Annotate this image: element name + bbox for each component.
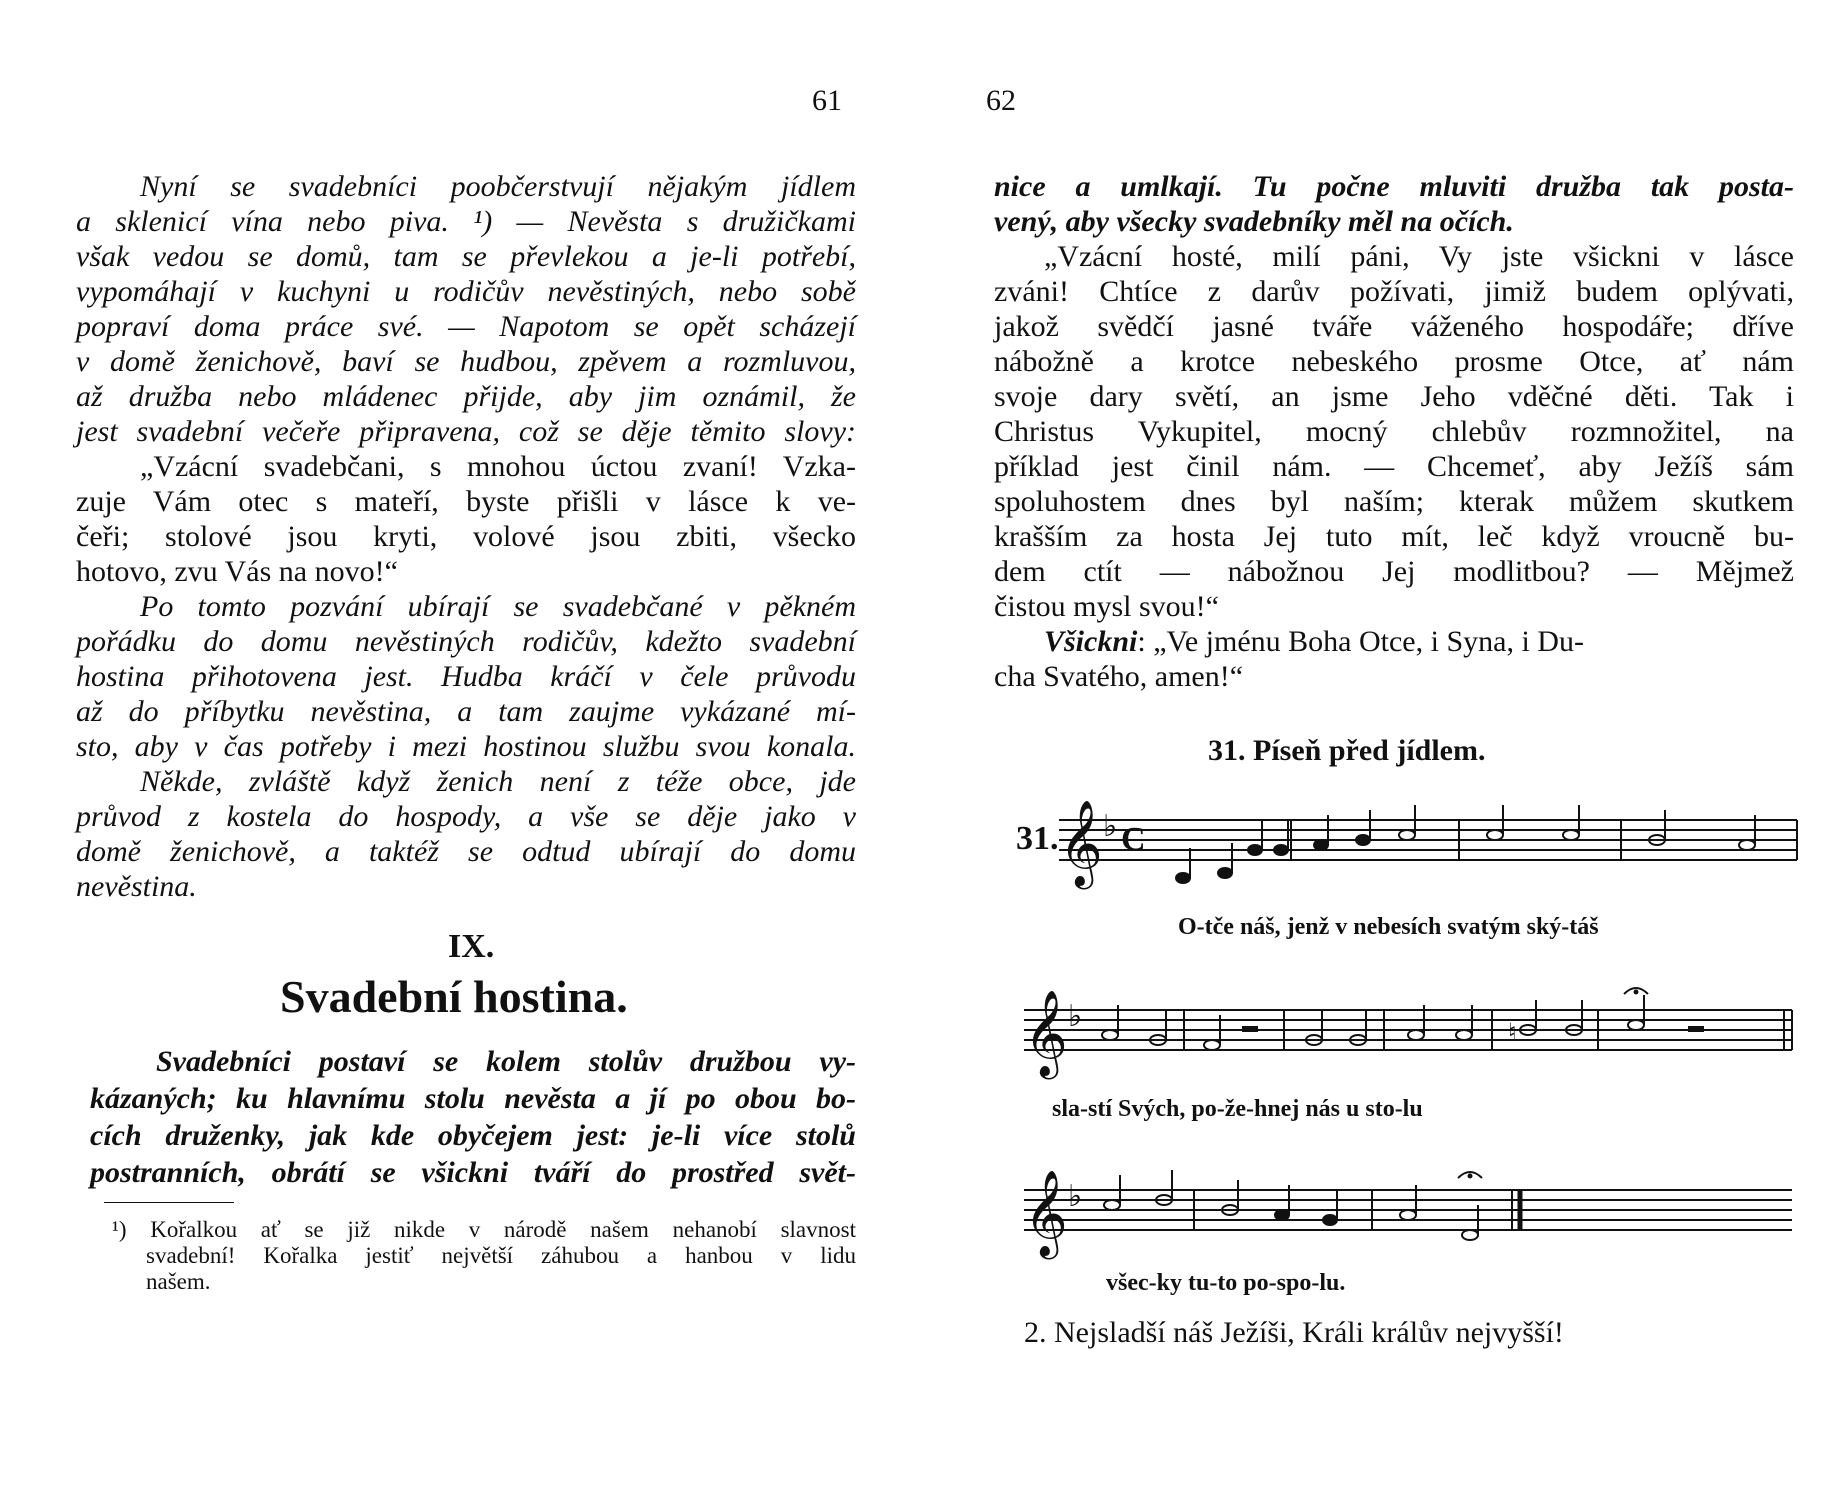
speech-line: svoje dary světí, an jsme Jeho vděčné děti. Tak i	[994, 380, 1794, 413]
chapter-number: IX.	[448, 928, 495, 965]
text-line: sto, aby v čas potřeby i mezi hostinou službu svou konala.	[76, 730, 856, 763]
footnote-line: svadební! Kořalka jestiť největší záhubou a hanbou v lidu	[146, 1243, 856, 1268]
text-line: však vedou se domů, tam se převlekou a je-li potřebí,	[76, 240, 856, 273]
text-line: postranních, obrátí se všickni tváří do prostřed svět-	[90, 1156, 856, 1189]
text-line: domě ženichově, a taktéž se odtud ubírají do domu	[76, 835, 856, 868]
natural-sign-icon: ♮	[1508, 1018, 1517, 1046]
text-line: až družba nebo mládenec přijde, aby jim oznámil, že	[76, 380, 856, 413]
treble-clef-icon: 𝄞	[1024, 1170, 1068, 1256]
text-line: cích druženky, jak kde obyčejem jest: je-li více stolů	[90, 1119, 856, 1152]
speech-line: příklad jest činil nám. — Chcemeť, aby Ježíš sám	[994, 450, 1794, 483]
response-line	[1044, 625, 1584, 659]
response-line: cha Svatého, amen!“	[994, 660, 1244, 693]
speech-line: čistou mysl svou!“	[994, 590, 1219, 623]
speech-line: „Vzácní hosté, milí páni, Vy jste všickni v lásce	[1044, 240, 1794, 273]
speech-line: „Vzácní svadebčani, s mnohou úctou zvaní! Vzka-	[140, 450, 856, 483]
song-title: 31. Píseň před jídlem.	[1208, 734, 1486, 767]
text-line: v domě ženichově, baví se hudbou, zpěvem a rozmluvou,	[76, 345, 856, 378]
speech-line: dem ctít — nábožnou Jej modlitbou? — Mějmež	[994, 555, 1794, 588]
response-speaker: Všickni	[1044, 625, 1138, 658]
response-text: : „Ve jménu Boha Otce, i Syna, i Du-	[1137, 625, 1584, 658]
treble-clef-icon: 𝄞	[1024, 990, 1068, 1076]
right-page	[924, 0, 1848, 1500]
text-line: Svadebníci postaví se kolem stolův družbou vy-	[156, 1045, 856, 1078]
speech-line: Christus Vykupitel, mocný chlebův rozmnožitel, na	[994, 415, 1794, 448]
text-line: vypomáhají v kuchyni u rodičův nevěstiných, nebo sobě	[76, 275, 856, 308]
text-line: až do příbytku nevěstina, a tam zaujme vykázané mí-	[76, 695, 856, 728]
text-line: Někde, zvláště když ženich není z téže obce, jde	[140, 765, 856, 798]
text-line: průvod z kostela do hospody, a vše se děje jako v	[76, 800, 856, 833]
text-line: Nyní se svadebníci poobčerstvují nějakým jídlem	[140, 170, 856, 203]
footnote-rule	[104, 1202, 234, 1203]
speech-line: nábožně a krotce nebeského prosme Otce, ať nám	[994, 345, 1794, 378]
text-line: nice a umlkají. Tu počne mluviti družba tak posta-	[994, 170, 1794, 203]
music-staff-1	[1059, 800, 1799, 910]
music-staff-2	[1024, 990, 1794, 1090]
song-lyrics-line: všec-ky tu-to po-spo-lu.	[1106, 1270, 1346, 1296]
verse-line: 2. Nejsladší náš Ježíši, Králi králův nejvyšší!	[1024, 1316, 1564, 1349]
speech-line: jakož svědčí jasné tváře váženého hospodáře; dříve	[994, 310, 1794, 343]
flat-sign-icon: ♭	[1103, 809, 1118, 844]
speech-line: krašším za hosta Jej tuto mít, leč když vroucně bu-	[994, 520, 1794, 553]
song-number: 31.	[1016, 820, 1059, 857]
flat-sign-icon: ♭	[1068, 1179, 1083, 1214]
text-line: Po tomto pozvání ubírají se svadebčané v pěkném	[140, 590, 856, 623]
text-line: vený, aby všecky svadebníky měl na očích.	[994, 205, 1514, 238]
text-line: jest svadební večeře připravena, což se děje těmito slovy:	[76, 415, 856, 448]
footnote-line: našem.	[146, 1269, 211, 1294]
song-lyrics-line: O-tče náš, jenž v nebesích svatým ský-táš	[1178, 914, 1599, 940]
speech-line: zuje Vám otec s mateří, byste přišli v lásce k ve-	[76, 485, 856, 518]
text-line: a sklenicí vína nebo piva. ¹) — Nevěsta s družičkami	[76, 205, 856, 238]
text-line: nevěstina.	[76, 870, 197, 903]
text-line: hostina přihotovena jest. Hudba kráčí v čele průvodu	[76, 660, 856, 693]
common-time-icon: C	[1121, 821, 1146, 858]
text-line: kázaných; ku hlavnímu stolu nevěsta a jí po obou bo-	[90, 1082, 856, 1115]
song-lyrics-line: sla-stí Svých, po-že-hnej nás u sto-lu	[1052, 1096, 1423, 1122]
page-number-right: 62	[986, 84, 1016, 117]
flat-sign-icon: ♭	[1068, 999, 1083, 1034]
chapter-title: Svadební hostina.	[280, 971, 628, 1022]
speech-line: hotovo, zvu Vás na novo!“	[76, 555, 398, 588]
text-line: pořádku do domu nevěstiných rodičův, kdežto svadební	[76, 625, 856, 658]
footnote-line: ¹) Kořalkou ať se již nikde v národě našem nehanobí slavnost	[112, 1217, 856, 1242]
speech-line: spoluhostem dnes byl naším; kterak můžem skutkem	[994, 485, 1794, 518]
treble-clef-icon: 𝄞	[1059, 800, 1103, 886]
text-line: popraví doma práce své. — Napotom se opět scházejí	[76, 310, 856, 343]
speech-line: čeři; stolové jsou kryti, volové jsou zbiti, všecko	[76, 520, 856, 553]
music-staff-3	[1024, 1170, 1794, 1270]
page-number-left: 61	[812, 84, 842, 117]
speech-line: zváni! Chtíce z darův požívati, jimiž budem oplývati,	[994, 275, 1794, 308]
